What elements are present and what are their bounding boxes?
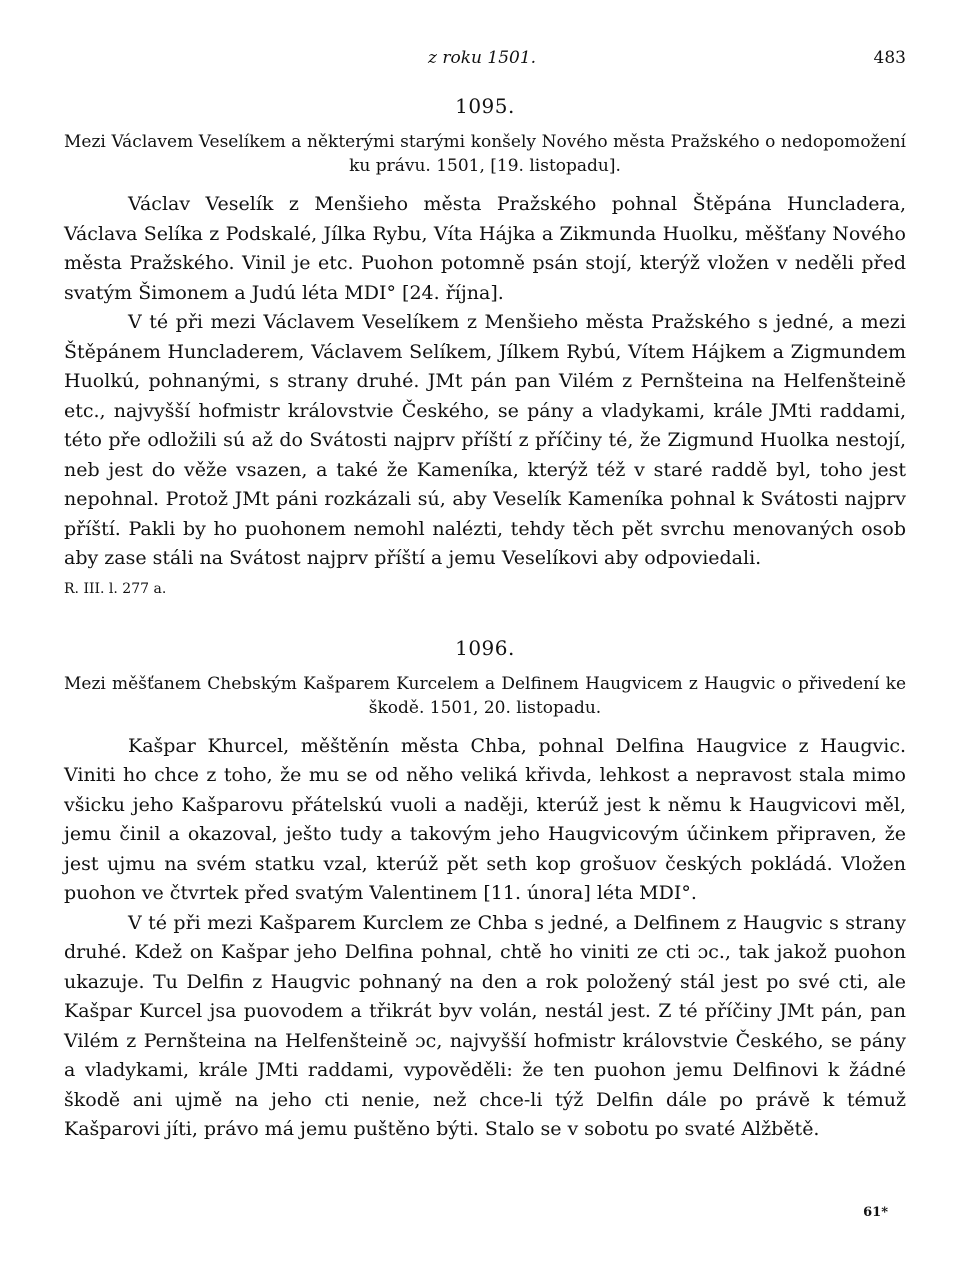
entry-1096	[64, 636, 906, 1145]
source-reference: R. III. l. 277 a.	[64, 580, 167, 597]
running-header	[64, 48, 906, 74]
entry-paragraph: Václav Veselík z Menšieho města Pražského pohnal Štěpána Huncladera, Václava Selíka z Podskalé, Jílka Rybu, Víta Hájka a Zikmunda Huolku, měšťany Nového města Pražského. Vinil je etc. Puohon potomně psán stojí, kterýž vložen v neděli před svatým Šimonem a Judú léta MDI° [24. října].	[64, 193, 906, 304]
signature-mark: 61*	[863, 1205, 888, 1220]
entry-heading: Mezi Václavem Veselíkem a některými starými konšely Nového města Pražského o nedopomožení ku právu. 1501, [19. listopadu].	[64, 132, 906, 176]
entry-paragraph: V té při mezi Kašparem Kurclem ze Chba s jedné, a Delfinem z Haugvic s strany druhé. Kdež on Kašpar jeho Delfina pohnal, chtě ho viniti ze cti ɔc., tak jakož puohon ukazuje. Tu Delfin z Haugvic pohnaný na den a rok položený stál jest po své cti, ale Kašpar Kurcel jsa puovodem a třikrát byv volán, nestál jest. Z té příčiny JMt pán, pan Vilém z Pernšteina na Helfenšteině ɔc, najvyšší hofmistr královstvie Českého, se pány a vladykami, krále JMti raddami, vypověděli: že ten puohon jemu Delfinovi k žádné škodě ani ujmě na jeho cti nenie, než chce-li týž Delfin dále po právě k témuž Kašparovi jíti, právo má jemu puštěno býti. Stalo se v sobotu po svaté Alžbětě.	[64, 911, 906, 1140]
page-number: 483	[873, 48, 906, 68]
entry-heading: Mezi měšťanem Chebským Kašparem Kurcelem a Delfinem Haugvicem z Haugvic o přivedení ke škodě. 1501, 20. listopadu.	[64, 673, 906, 718]
running-title: z roku 1501.	[428, 48, 537, 68]
document-page	[64, 48, 906, 1145]
entry-paragraph: V té při mezi Václavem Veselíkem z Menšieho města Pražského s jedné, a mezi Štěpánem Huncladerem, Václavem Selíkem, Jílkem Rybú, Vítem Hájkem a Zigmundem Huolkú, pohnanými, s strany druhé. JMt pán pan Vilém z Pernšteina na Helfenšteině etc., najvyšší hofmistr královstvie Českého, se pány a vladykami, krále JMti raddami, této pře odložili sú až do Svátosti najprv příští z příčiny té, že Zigmund Huolka nestojí, neb jest do věže vsazen, a také že Kameníka, kterýž též v staré raddě byl, toho jest nepohnal. Protož JMt páni rozkázali sú, aby Veselík Kameníka pohnal k Svátosti najprv příští. Pakli by ho puohonem nemohl nalézti, tehdy těch pět svrchu menovaných osob aby zase stáli na Svátost najprv příští a jemu Veselíkovi aby odpoviedali.	[64, 311, 906, 569]
entry-1095	[64, 94, 906, 600]
entry-number: 1095.	[455, 94, 515, 118]
entry-number: 1096.	[455, 635, 515, 660]
entry-paragraph: Kašpar Khurcel, měštěnín města Chba, pohnal Delfina Haugvice z Haugvic. Viniti ho chce z toho, že mu se od něho veliká křivda, lehkost a nepravost stala mimo všicku jeho Kašparovu přátelskú vuoli a naději, kterúž jest k němu k Haugvicovi měl, jemu činil a okazoval, ješto tudy a takovým jeho Haugvicovým účinkem připraven, že jest ujmu na svém statku vzal, kterúž pět seth kop grošuov českých pokládá. Vložen puohon ve čtvrtek před svatým Valentinem [11. února] léta MDI°.	[64, 734, 906, 904]
